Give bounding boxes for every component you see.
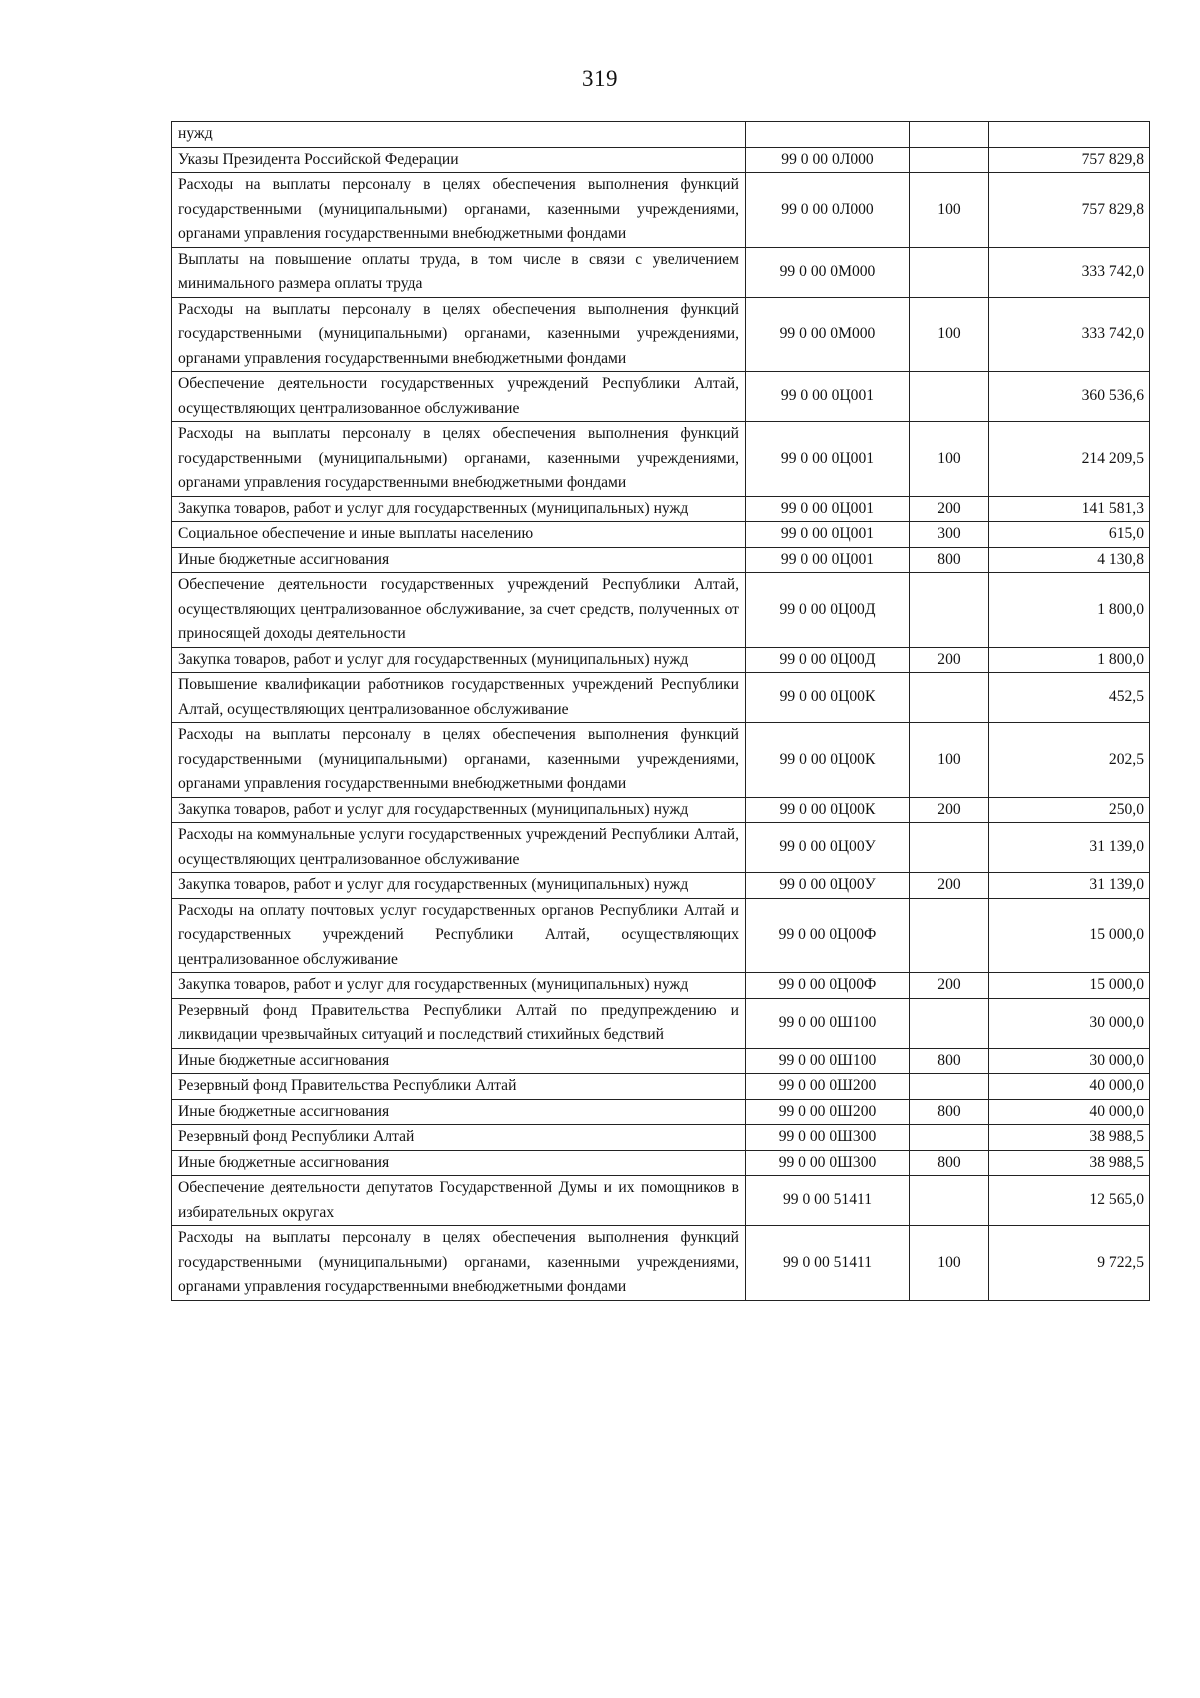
- expense-name-cell: Повышение квалификации работников государственных учреждений Республики Алтай, осуществляющих централизованное обслуживание: [172, 673, 746, 723]
- table-row: [172, 122, 1150, 148]
- amount-cell: 4 130,8: [989, 547, 1150, 573]
- table-row: [172, 723, 1150, 798]
- amount-cell: 202,5: [989, 723, 1150, 798]
- amount-cell: 615,0: [989, 522, 1150, 548]
- amount-cell: 333 742,0: [989, 297, 1150, 372]
- table-row: [172, 422, 1150, 497]
- expense-name-cell: Расходы на выплаты персоналу в целях обеспечения выполнения функций государственными (муниципальными) органами, казенными учреждениями, органами управления государственными внебюджетными фондами: [172, 173, 746, 248]
- amount-cell: 15 000,0: [989, 973, 1150, 999]
- table-row: [172, 973, 1150, 999]
- table-row: [172, 1099, 1150, 1125]
- expense-type-cell: 200: [910, 873, 989, 899]
- table-row: [172, 297, 1150, 372]
- amount-cell: 40 000,0: [989, 1099, 1150, 1125]
- amount-cell: 31 139,0: [989, 873, 1150, 899]
- target-code-cell: 99 0 00 0Ц00Д: [746, 647, 910, 673]
- expense-name-cell: Резервный фонд Правительства Республики Алтай по предупреждению и ликвидации чрезвычайных ситуаций и последствий стихийных бедствий: [172, 998, 746, 1048]
- target-code-cell: 99 0 00 0Ш300: [746, 1150, 910, 1176]
- target-code-cell: 99 0 00 0М000: [746, 247, 910, 297]
- table-row: [172, 673, 1150, 723]
- table-row: [172, 647, 1150, 673]
- target-code-cell: 99 0 00 51411: [746, 1176, 910, 1226]
- amount-cell: 31 139,0: [989, 823, 1150, 873]
- expense-type-cell: 800: [910, 1099, 989, 1125]
- amount-cell: 40 000,0: [989, 1074, 1150, 1100]
- target-code-cell: 99 0 00 0Ш200: [746, 1099, 910, 1125]
- table-row: [172, 1074, 1150, 1100]
- expense-name-cell: Закупка товаров, работ и услуг для государственных (муниципальных) нужд: [172, 973, 746, 999]
- expense-name-cell: Иные бюджетные ассигнования: [172, 547, 746, 573]
- expense-type-cell: [910, 673, 989, 723]
- expense-type-cell: [910, 147, 989, 173]
- budget-table: [171, 121, 1150, 1301]
- amount-cell: 30 000,0: [989, 1048, 1150, 1074]
- amount-cell: [989, 122, 1150, 148]
- target-code-cell: 99 0 00 0Л000: [746, 173, 910, 248]
- expense-name-cell: Расходы на коммунальные услуги государственных учреждений Республики Алтай, осуществляющих централизованное обслуживание: [172, 823, 746, 873]
- target-code-cell: 99 0 00 0Ц00Д: [746, 573, 910, 648]
- target-code-cell: 99 0 00 0Ц00К: [746, 673, 910, 723]
- target-code-cell: 99 0 00 0Ш200: [746, 1074, 910, 1100]
- expense-name-cell: Расходы на выплаты персоналу в целях обеспечения выполнения функций государственными (муниципальными) органами, казенными учреждениями, органами управления государственными внебюджетными фондами: [172, 297, 746, 372]
- table-row: [172, 898, 1150, 973]
- expense-type-cell: [910, 898, 989, 973]
- expense-type-cell: 200: [910, 496, 989, 522]
- expense-name-cell: Иные бюджетные ассигнования: [172, 1048, 746, 1074]
- expense-name-cell: Указы Президента Российской Федерации: [172, 147, 746, 173]
- target-code-cell: 99 0 00 0Ц00К: [746, 797, 910, 823]
- table-row: [172, 1125, 1150, 1151]
- expense-name-cell: нужд: [172, 122, 746, 148]
- expense-name-cell: Обеспечение деятельности государственных учреждений Республики Алтай, осуществляющих централизованное обслуживание: [172, 372, 746, 422]
- expense-name-cell: Обеспечение деятельности государственных учреждений Республики Алтай, осуществляющих централизованное обслуживание, за счет средств, полученных от приносящей доходы деятельности: [172, 573, 746, 648]
- amount-cell: 214 209,5: [989, 422, 1150, 497]
- target-code-cell: 99 0 00 0Ц001: [746, 496, 910, 522]
- expense-name-cell: Закупка товаров, работ и услуг для государственных (муниципальных) нужд: [172, 496, 746, 522]
- amount-cell: 38 988,5: [989, 1125, 1150, 1151]
- amount-cell: 333 742,0: [989, 247, 1150, 297]
- amount-cell: 757 829,8: [989, 147, 1150, 173]
- expense-type-cell: 100: [910, 422, 989, 497]
- expense-type-cell: [910, 122, 989, 148]
- target-code-cell: 99 0 00 0Ц001: [746, 422, 910, 497]
- table-row: [172, 372, 1150, 422]
- expense-name-cell: Резервный фонд Правительства Республики Алтай: [172, 1074, 746, 1100]
- amount-cell: 360 536,6: [989, 372, 1150, 422]
- target-code-cell: 99 0 00 0Ц001: [746, 372, 910, 422]
- amount-cell: 757 829,8: [989, 173, 1150, 248]
- expense-type-cell: [910, 1176, 989, 1226]
- page-number: 319: [582, 66, 618, 91]
- table-row: [172, 173, 1150, 248]
- target-code-cell: 99 0 00 0Ш100: [746, 1048, 910, 1074]
- target-code-cell: 99 0 00 0Ц001: [746, 522, 910, 548]
- expense-type-cell: 800: [910, 1048, 989, 1074]
- amount-cell: 38 988,5: [989, 1150, 1150, 1176]
- expense-type-cell: [910, 1125, 989, 1151]
- table-row: [172, 823, 1150, 873]
- amount-cell: 1 800,0: [989, 647, 1150, 673]
- target-code-cell: 99 0 00 51411: [746, 1226, 910, 1301]
- target-code-cell: 99 0 00 0М000: [746, 297, 910, 372]
- expense-type-cell: [910, 247, 989, 297]
- table-row: [172, 522, 1150, 548]
- target-code-cell: 99 0 00 0Ц00К: [746, 723, 910, 798]
- expense-type-cell: [910, 573, 989, 648]
- expense-name-cell: Социальное обеспечение и иные выплаты населению: [172, 522, 746, 548]
- table-row: [172, 1176, 1150, 1226]
- expense-name-cell: Резервный фонд Республики Алтай: [172, 1125, 746, 1151]
- target-code-cell: 99 0 00 0Ш100: [746, 998, 910, 1048]
- table-row: [172, 1048, 1150, 1074]
- expense-type-cell: 100: [910, 297, 989, 372]
- table-row: [172, 496, 1150, 522]
- target-code-cell: 99 0 00 0Л000: [746, 147, 910, 173]
- table-row: [172, 147, 1150, 173]
- expense-type-cell: 200: [910, 973, 989, 999]
- amount-cell: 30 000,0: [989, 998, 1150, 1048]
- expense-name-cell: Выплаты на повышение оплаты труда, в том числе в связи с увеличением минимального размера оплаты труда: [172, 247, 746, 297]
- target-code-cell: [746, 122, 910, 148]
- table-row: [172, 998, 1150, 1048]
- expense-name-cell: Иные бюджетные ассигнования: [172, 1150, 746, 1176]
- expense-name-cell: Иные бюджетные ассигнования: [172, 1099, 746, 1125]
- target-code-cell: 99 0 00 0Ц00У: [746, 873, 910, 899]
- table-row: [172, 573, 1150, 648]
- expense-type-cell: [910, 998, 989, 1048]
- expense-type-cell: 100: [910, 173, 989, 248]
- table-row: [172, 247, 1150, 297]
- expense-type-cell: [910, 372, 989, 422]
- expense-type-cell: 100: [910, 723, 989, 798]
- expense-type-cell: 200: [910, 797, 989, 823]
- amount-cell: 9 722,5: [989, 1226, 1150, 1301]
- amount-cell: 452,5: [989, 673, 1150, 723]
- expense-type-cell: 800: [910, 547, 989, 573]
- amount-cell: 15 000,0: [989, 898, 1150, 973]
- table-row: [172, 1150, 1150, 1176]
- table-row: [172, 797, 1150, 823]
- target-code-cell: 99 0 00 0Ш300: [746, 1125, 910, 1151]
- expense-name-cell: Закупка товаров, работ и услуг для государственных (муниципальных) нужд: [172, 647, 746, 673]
- table-row: [172, 1226, 1150, 1301]
- expense-name-cell: Закупка товаров, работ и услуг для государственных (муниципальных) нужд: [172, 797, 746, 823]
- target-code-cell: 99 0 00 0Ц00Ф: [746, 898, 910, 973]
- expense-name-cell: Закупка товаров, работ и услуг для государственных (муниципальных) нужд: [172, 873, 746, 899]
- expense-name-cell: Обеспечение деятельности депутатов Государственной Думы и их помощников в избирательных округах: [172, 1176, 746, 1226]
- expense-name-cell: Расходы на выплаты персоналу в целях обеспечения выполнения функций государственными (муниципальными) органами, казенными учреждениями, органами управления государственными внебюджетными фондами: [172, 422, 746, 497]
- amount-cell: 1 800,0: [989, 573, 1150, 648]
- expense-type-cell: [910, 1074, 989, 1100]
- target-code-cell: 99 0 00 0Ц00Ф: [746, 973, 910, 999]
- budget-table-body: [172, 122, 1150, 1301]
- table-row: [172, 547, 1150, 573]
- expense-name-cell: Расходы на выплаты персоналу в целях обеспечения выполнения функций государственными (муниципальными) органами, казенными учреждениями, органами управления государственными внебюджетными фондами: [172, 1226, 746, 1301]
- expense-type-cell: 800: [910, 1150, 989, 1176]
- expense-type-cell: 300: [910, 522, 989, 548]
- amount-cell: 141 581,3: [989, 496, 1150, 522]
- expense-type-cell: 200: [910, 647, 989, 673]
- table-row: [172, 873, 1150, 899]
- amount-cell: 12 565,0: [989, 1176, 1150, 1226]
- target-code-cell: 99 0 00 0Ц00У: [746, 823, 910, 873]
- expense-type-cell: 100: [910, 1226, 989, 1301]
- expense-type-cell: [910, 823, 989, 873]
- target-code-cell: 99 0 00 0Ц001: [746, 547, 910, 573]
- amount-cell: 250,0: [989, 797, 1150, 823]
- expense-name-cell: Расходы на оплату почтовых услуг государственных органов Республики Алтай и государственных учреждений Республики Алтай, осуществляющих централизованное обслуживание: [172, 898, 746, 973]
- expense-name-cell: Расходы на выплаты персоналу в целях обеспечения выполнения функций государственными (муниципальными) органами, казенными учреждениями, органами управления государственными внебюджетными фондами: [172, 723, 746, 798]
